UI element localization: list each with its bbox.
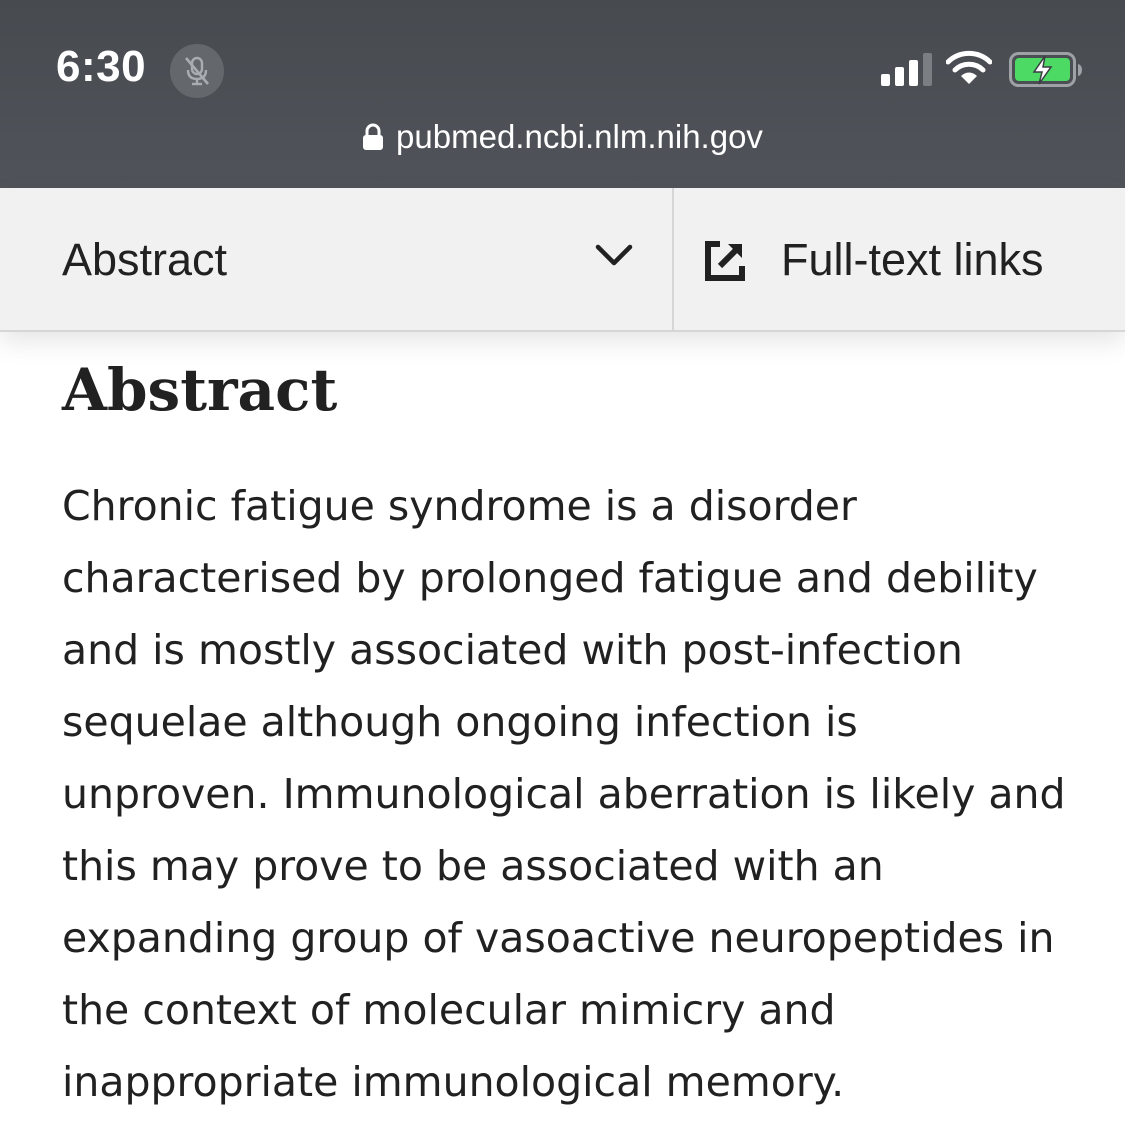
abstract-text: Chronic fatigue syndrome is a disorder characterised by prolonged fatigue and debility and is mostly associated with post-infection sequelae although ongoing infection is unproven. Immunological aberration is likely and this may prove to be associated with an expanding group of vasoactive neuropeptides in the context of molecular mimicry and inappropriate immunological memory. — [62, 482, 1066, 1106]
status-bar — [0, 0, 1125, 188]
external-link-icon — [704, 240, 746, 282]
mic-muted-icon — [170, 44, 224, 98]
section-select-label: Abstract — [62, 234, 228, 285]
battery-charging-icon — [1009, 52, 1083, 88]
address-url: pubmed.ncbi.nlm.nih.gov — [396, 118, 763, 155]
full-text-links-button[interactable] — [674, 188, 1125, 330]
address-bar[interactable] — [0, 118, 1125, 156]
chevron-down-icon — [595, 243, 633, 267]
abstract-section — [62, 348, 1072, 1118]
wifi-icon — [946, 50, 992, 86]
full-text-links-label: Full-text links — [781, 234, 1044, 285]
lock-icon — [362, 123, 384, 151]
abstract-heading: Abstract — [62, 356, 338, 424]
status-time: 6:30 — [56, 42, 147, 91]
section-select[interactable] — [0, 188, 674, 330]
cellular-signal-icon — [881, 52, 933, 86]
sticky-nav — [0, 188, 1125, 332]
